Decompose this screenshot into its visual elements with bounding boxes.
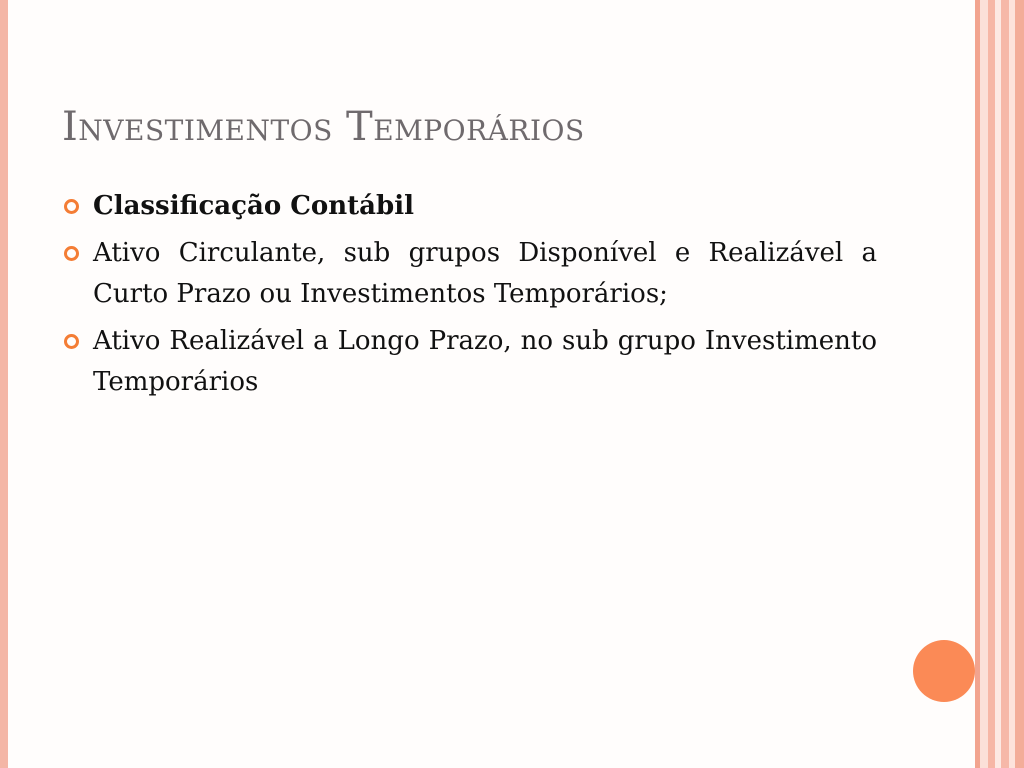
left-border: [0, 0, 8, 768]
bullet-item: [62, 186, 877, 227]
decorative-stripe: [988, 0, 995, 768]
slide-title: Investimentos Temporários: [62, 104, 585, 150]
circle-bullet-icon: [64, 334, 79, 349]
decorative-stripe: [1015, 0, 1024, 768]
bullet-text: Ativo Realizável a Longo Prazo, no sub grupo Investimento Temporários: [93, 326, 877, 397]
circle-bullet-icon: [64, 199, 79, 214]
bullet-list: [62, 186, 877, 403]
bullet-item: [62, 321, 877, 403]
bullet-item: [62, 233, 877, 315]
decorative-stripe: [980, 0, 988, 768]
orange-circle-icon: [913, 640, 975, 702]
bullet-text: Classificação Contábil: [93, 191, 414, 221]
circle-bullet-icon: [64, 246, 79, 261]
bullet-text: Ativo Circulante, sub grupos Disponível e Realizável a Curto Prazo ou Investimentos Temporários;: [93, 238, 877, 309]
decorative-stripe: [1001, 0, 1009, 768]
